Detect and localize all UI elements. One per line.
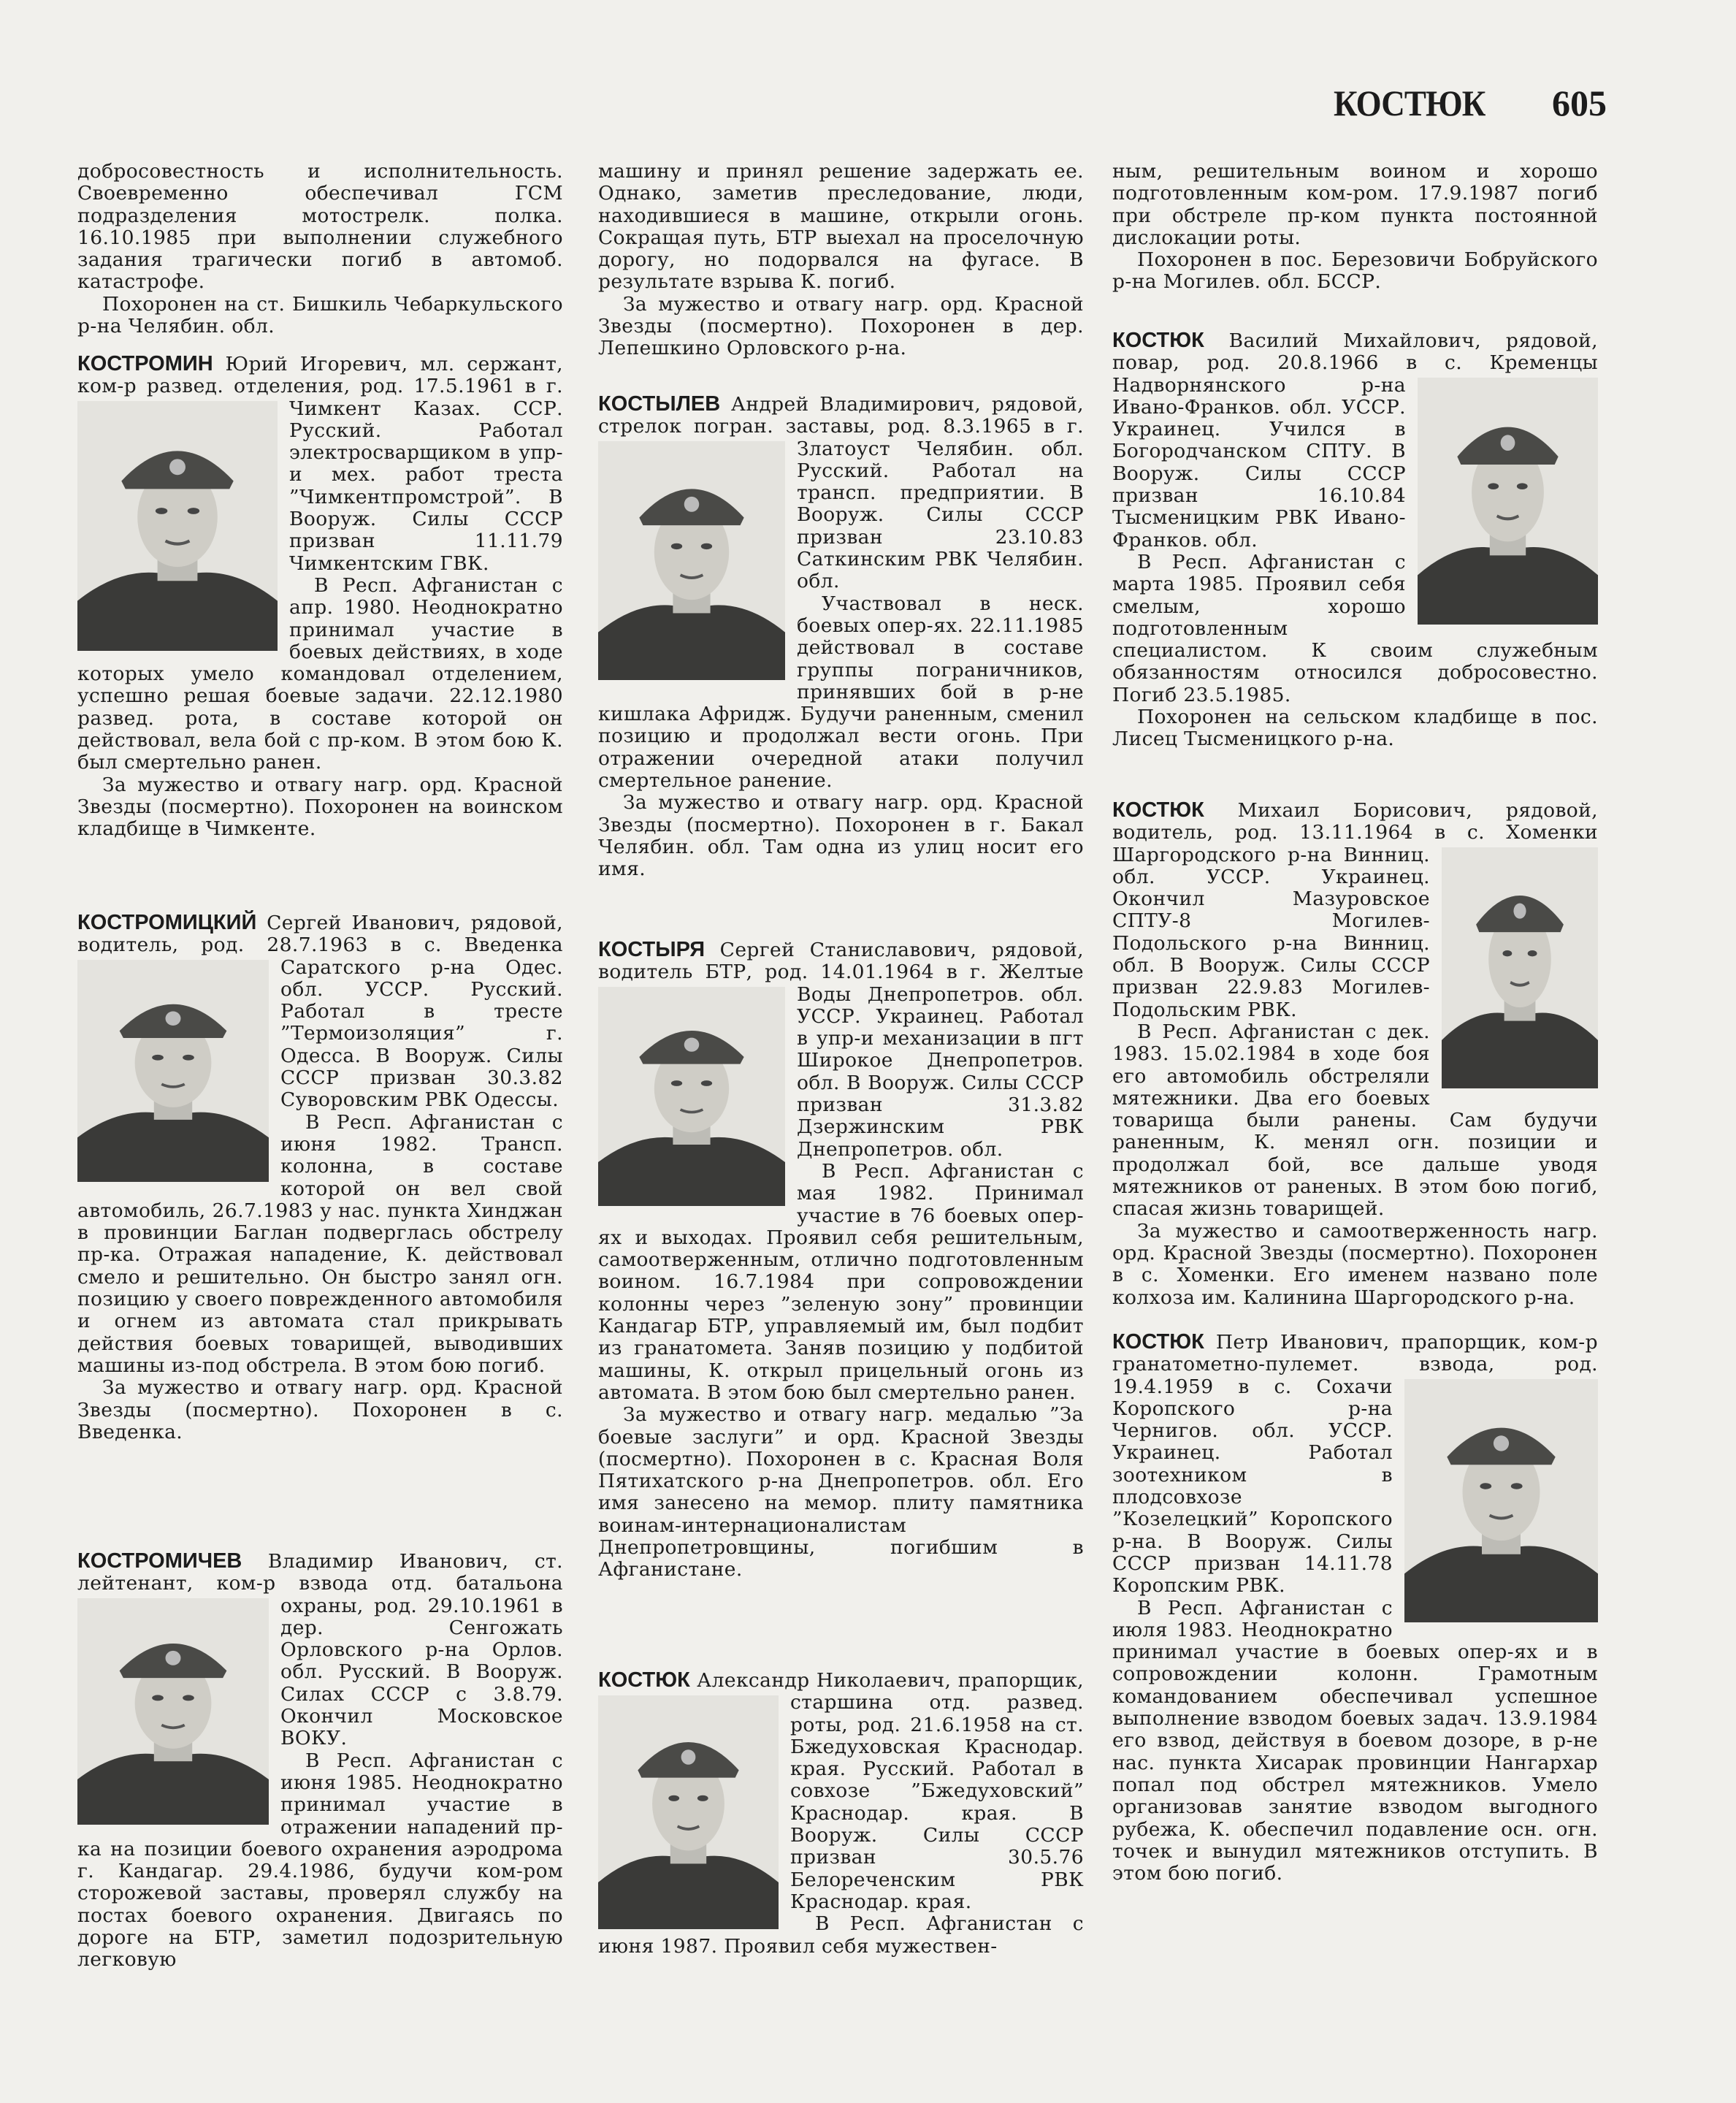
entry-surname: КОСТЫРЯ xyxy=(598,938,706,961)
portrait-photo xyxy=(598,1695,779,1929)
entry-kostyuk-petr xyxy=(1112,1331,1598,1885)
entry-surname: КОСТРОМИЧЕВ xyxy=(77,1549,242,1573)
entry-kostromitsky xyxy=(77,912,563,1443)
paragraph: В Респ. Афганистан с мая 1982. Принимал участие в 76 боевых опер-ях и выходах. Проявил себя решительным, самоотверженным, отлично подготовленным воином. 16.7.1984 при сопровождении колонны через ”зеленую зону” провинции Кандагар БТР, управляемый им, был подбит из гранатомета. Заняв позицию у подбитой машины, К. открыл прицельный огонь из автомата. В этом бою был смертельно ранен. xyxy=(598,1159,1084,1404)
paragraph: В Респ. Афганистан с июня 1982. Трансп. колонна, в составе которой он вел свой автомобиль, 26.7.1983 у нас. пункта Хинджан в провинции Баглан подверглась обстрелу пр-ка. Отражая нападение, К. действовал смело и решительно. Он быстро занял огн. позицию у своего поврежденного автомобиля и огнем из автомата стал прикрывать действия боевых товарищей, выводивших машины из-под обстрела. В этом бою погиб. xyxy=(77,1110,563,1377)
entry-text: Сергей Иванович, рядовой, водитель, род. 28.7.1963 в с. Введенка Саратского р-на Одес. обл. УССР. Русский. Работал в тресте ”Термоизоляция” г. Одесса. В Вооруж. Силы СССР призван 30.3.82 Суворовским РВК Одессы. xyxy=(77,912,563,1112)
paragraph: В Респ. Афганистан с дек. 1983. 15.02.1984 в ходе боя его автомобиль обстреляли мятежники. Два его боевых товарища были ранены. Сам будучи раненным, К. менял огн. позиции и продолжал бой, все дальше уводя мятежников от раненых. В этом бою погиб, спасая жизнь товарищей. xyxy=(1112,1020,1598,1221)
entry-surname: КОСТЮК xyxy=(1112,798,1204,822)
column-3-continuation xyxy=(1112,161,1598,294)
paragraph: В Респ. Афганистан с июня 1987. Проявил себя мужествен- xyxy=(598,1912,1084,1958)
portrait-photo xyxy=(598,987,785,1206)
running-head-title: КОСТЮК xyxy=(1334,83,1485,123)
entry-surname: КОСТЫЛЕВ xyxy=(598,392,721,416)
paragraph: За мужество и самоотверженность нагр. орд. Красной Звезды (посмертно). Похоронен в с. Хоменки. Его именем названо поле колхоза им. Калинина Шаргородского р-на. xyxy=(1112,1219,1598,1309)
entry-kostyuk-vasily xyxy=(1112,329,1598,751)
entry-text: Андрей Владимирович, рядовой, стрелок погран. заставы, род. 8.3.1965 в г. Златоуст Челябин. обл. Русский. Работал на трансп. предприятии. В Вооруж. Силы СССР призван 23.10.83 Саткинским РВК Челябин. обл. xyxy=(598,393,1084,593)
entry-surname: КОСТЮК xyxy=(1112,329,1204,352)
page-number: 605 xyxy=(1552,83,1607,123)
portrait-photo xyxy=(598,441,785,680)
entry-kostyuk-mikhail xyxy=(1112,799,1598,1309)
paragraph: Похоронен в пос. Березовичи Бобруйского р-на Могилев. обл. БССР. xyxy=(1112,248,1598,294)
entry-kostromin xyxy=(77,353,563,841)
paragraph: добросовестность и исполнительность. Своевременно обеспечивал ГСМ подразделения мотострелк. полка. 16.10.1985 при выполнении служебного задания трагически погиб в автомоб. катастрофе. xyxy=(77,160,563,294)
entry-surname: КОСТЮК xyxy=(598,1668,690,1692)
entry-text: Василий Михайлович, рядовой, повар, род. 20.8.1966 в с. Кременцы Надворнянского р-на Ивано-Франков. обл. УССР. Украинец. Учился в Богородчанском СПТУ. В Вооруж. Силы СССР призван 16.10.84 Тысменицким РВК Ивано-Франков. обл. xyxy=(1112,329,1598,551)
paragraph: Похоронен на сельском кладбище в пос. Лисец Тысменицкого р-на. xyxy=(1112,706,1598,751)
column-2-continuation xyxy=(598,161,1084,360)
entry-kostyuk-alexander xyxy=(598,1669,1084,1958)
portrait-photo xyxy=(77,401,278,651)
paragraph: Участвовал в неск. боевых опер-ях. 22.11.1985 действовал в составе группы пограничников, принявших бой в р-не кишлака Афридж. Будучи раненным, сменил позицию и продолжал вести огонь. При отражении очередной атаки получил смертельное ранение. xyxy=(598,592,1084,793)
paragraph: В Респ. Афганистан с апр. 1980. Неоднократно принимал участие в боевых действиях, в ходе которых умело командовал отделением, успешно решая боевые задачи. 22.12.1980 развед. рота, в составе которой он действовал, вела бой с пр-ком. В этом бою К. был смертельно ранен. xyxy=(77,573,563,774)
entry-text: Сергей Станиславович, рядовой, водитель БТР, род. 14.01.1964 в г. Желтые Воды Днепропетров. обл. УССР. Украинец. Работал в упр-и механизации в пгт Широкое Днепропетров. обл. В Вооруж. Силы СССР призван 31.3.82 Дзержинским РВК Днепропетров. обл. xyxy=(598,939,1084,1161)
paragraph: В Респ. Афганистан с марта 1985. Проявил себя смелым, хорошо подготовленным специалистом. К своим служебным обязанностям относился добросовестно. Погиб 23.5.1985. xyxy=(1112,550,1598,706)
entry-kostromichev xyxy=(77,1550,563,1972)
entry-text: Владимир Иванович, ст. лейтенант, ком-р взвода отд. батальона охраны, род. 29.10.1961 в дер. Сенгожать Орловского р-на Орлов. обл. Русский. В Вооруж. Силах СССР с 3.8.79. Окончил Московское ВОКУ. xyxy=(77,1550,563,1750)
paragraph: За мужество и отвагу нагр. орд. Красной Звезды (посмертно). Похоронен в г. Бакал Челябин. обл. Там одна из улиц носит его имя. xyxy=(598,791,1084,881)
column-1-continuation xyxy=(77,161,563,337)
entry-kostylev xyxy=(598,393,1084,881)
paragraph: В Респ. Афганистан с июня 1985. Неоднократно принимал участие в отражении нападений пр-ка на позиции боевого охранения аэродрома г. Кандагар. 29.4.1986, будучи ком-ром сторожевой заставы, проверял службу на постах боевого охранения. Двигаясь по дороге на БТР, заметил подозрительную легковую xyxy=(77,1749,563,1972)
entry-text: Александр Николаевич, прапорщик, старшина отд. развед. роты, род. 21.6.1958 на ст. Бжедуховская Краснодар. края. Русский. Работал в совхозе ”Бжедуховский” Краснодар. края. В Вооруж. Силы СССР призван 30.5.76 Белореченским РВК Краснодар. края. xyxy=(697,1669,1084,1913)
portrait-photo xyxy=(1442,847,1598,1088)
paragraph: За мужество и отвагу нагр. орд. Красной Звезды (посмертно). Похоронен в с. Введенка. xyxy=(77,1376,563,1443)
portrait-photo xyxy=(1404,1379,1598,1622)
running-head xyxy=(1315,82,1607,126)
paragraph: машину и принял решение задержать ее. Однако, заметив преследование, люди, находившиеся в машине, открыли огонь. Сокращая путь, БТР выехал на проселочную дорогу, но подорвался на фугасе. В результате взрыва К. погиб. xyxy=(598,160,1084,294)
paragraph: ным, решительным воином и хорошо подготовленным ком-ром. 17.9.1987 погиб при обстреле пр-ком пункта постоянной дислокации роты. xyxy=(1112,160,1598,249)
portrait-photo xyxy=(77,1598,269,1825)
entry-text: Юрий Игоревич, мл. сержант, ком-р развед. отделения, род. 17.5.1961 в г. Чимкент Казах. ССР. Русский. Работал электросварщиком в упр-и мех. работ треста ”Чимкентпромстрой”. В Вооруж. Силы СССР призван 11.11.79 Чимкентским ГВК. xyxy=(77,353,563,575)
paragraph: За мужество и отвагу нагр. орд. Красной Звезды (посмертно). Похоронен на воинском кладбище в Чимкенте. xyxy=(77,773,563,841)
portrait-photo xyxy=(77,960,269,1182)
paragraph: За мужество и отвагу нагр. медалью ”За боевые заслуги” и орд. Красной Звезды (посмертно). Похоронен в с. Красная Воля Пятихатского р-на Днепропетров. обл. Его имя занесено на мемор. плиту памятника воинам-интернационалистам Днепропетровщины, погибшим в Афганистане. xyxy=(598,1403,1084,1581)
entry-text: Михаил Борисович, рядовой, водитель, род. 13.11.1964 в с. Хоменки Шаргородского р-на Винниц. обл. УССР. Украинец. Окончил Мазуровское СПТУ-8 Могилев-Подольского р-на Винниц. обл. В Вооруж. Силы СССР призван 22.9.83 Могилев-Подольским РВК. xyxy=(1112,799,1599,1021)
paragraph: В Респ. Афганистан с июля 1983. Неоднократно принимал участие в боевых опер-ях и в сопровождении колонн. Грамотным командованием обеспечивал успешное выполнение взводом боевых задач. 13.9.1984 его взвод, действуя в боевом дозоре, в р-не нас. пункта Хисарак провинции Нангархар попал под обстрел мятежников. Умело организовав занятие взводом выгодного рубежа, К. обеспечил подавление осн. огн. точек и вынудил мятежников отступить. В этом бою погиб. xyxy=(1112,1596,1598,1885)
entry-kostyrya xyxy=(598,939,1084,1581)
entry-surname: КОСТРОМИН xyxy=(77,352,213,375)
portrait-photo xyxy=(1418,378,1598,625)
entry-surname: КОСТЮК xyxy=(1112,1330,1204,1354)
paragraph: За мужество и отвагу нагр. орд. Красной Звезды (посмертно). Похоронен в дер. Лепешкино Орловского р-на. xyxy=(598,292,1084,360)
entry-text: Петр Иванович, прапорщик, ком-р гранатометно-пулемет. взвода, род. 19.4.1959 в с. Сохачи Коропского р-на Чернигов. обл. УССР. Украинец. Работал зоотехником в плодсовхозе ”Козелецкий” Коропского р-на. В Вооруж. Силы СССР призван 14.11.78 Коропским РВК. xyxy=(1112,1331,1598,1598)
entry-surname: КОСТРОМИЦКИЙ xyxy=(77,911,257,934)
paragraph: Похоронен на ст. Бишкиль Чебаркульского р-на Челябин. обл. xyxy=(77,292,563,338)
